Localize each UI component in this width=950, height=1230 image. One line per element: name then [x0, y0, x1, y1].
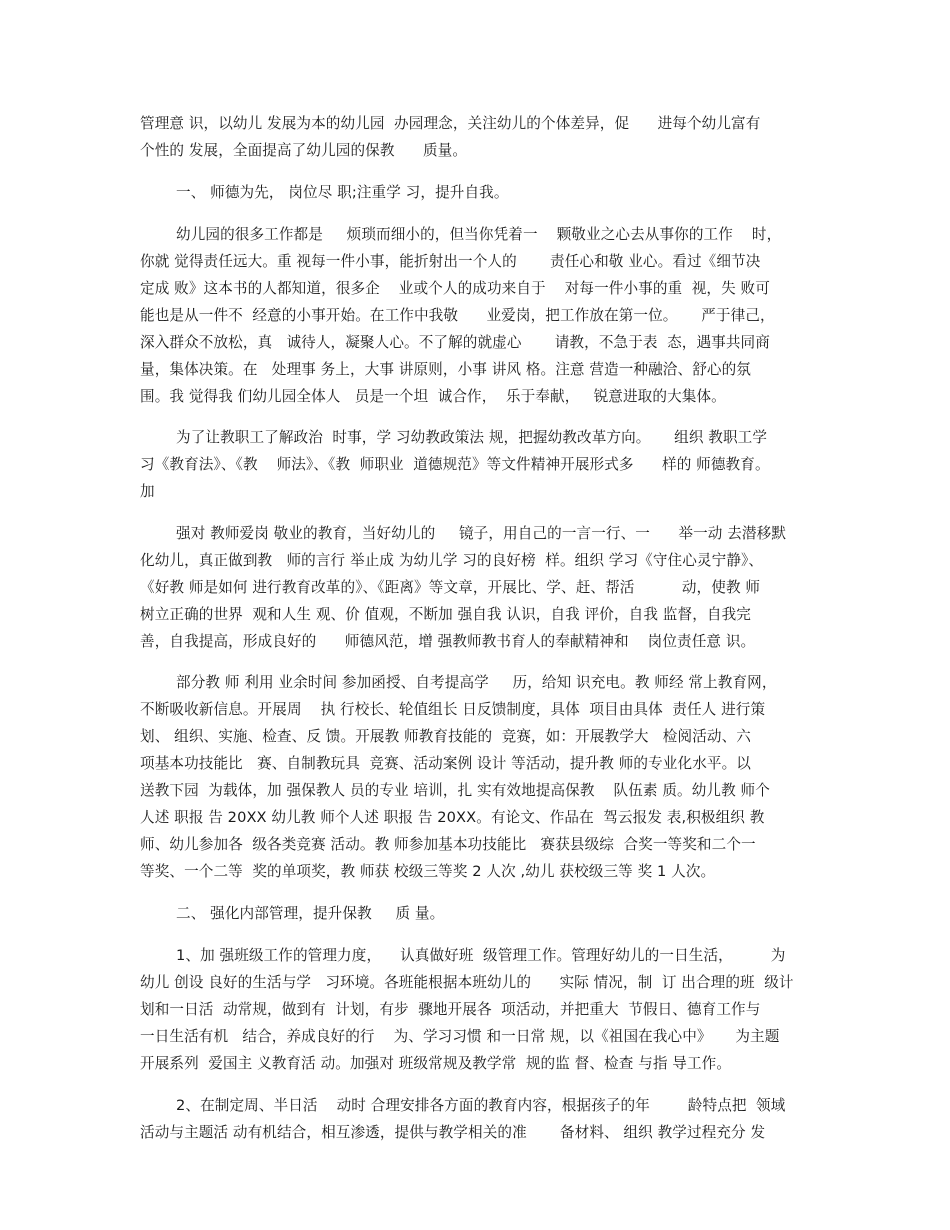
paragraph-line: 项基本功技能比 赛、自制教玩具 竞赛、活动案例 设计 等活动，提升教 师的专业化水平。以	[140, 755, 751, 772]
paragraph-line: 划、 组织、实施、检查、反 馈。开展教 师教育技能的 竞赛，如：开展教学大 检阅活动、六	[140, 728, 751, 745]
paragraph-line: 一日生活有机 结合，养成良好的行 为、学习习惯 和一日常 规，以《祖国在我心中》 为主题	[140, 1028, 780, 1045]
paragraph-line: 部分教 师 利用 业余时间 参加函授、自考提高学 历，给知 识充电。教 师经 常上教育网，	[176, 674, 777, 691]
paragraph-line: 深入群众不放松，真 诚待人，凝聚人心。不了解的就虚心 请教，不急于表 态，遇事共同商	[140, 334, 770, 351]
paragraph-line: 为了让教职工了解政治 时事，学 习幼教政策法 规，把握幼教改革方向。 组织 教职工学	[176, 429, 768, 446]
paragraph-line: 量，集体决策。在 处理事 务上，大事 讲原则，小事 讲风 格。注意 营造一种融洽、舒心的氛	[140, 361, 751, 378]
paragraph-line: 幼儿园的很多工作都是 烦琐而细小的，但当你凭着一 颗敬业之心去从事你的工作 时，	[176, 226, 782, 243]
paragraph-line: 送教下园 为载体，加 强保教人 员的专业 培训，扎 实有效地提高保教 队伍素 质。幼儿教 师个	[140, 782, 770, 799]
paragraph-line: 能也是从一件不 经意的小事开始。在工作中我敬 业爱岗，把工作放在第一位。 严于律己，	[140, 307, 775, 324]
paragraph-line: 活动与主题活 动有机结合，相互渗透，提供与教学相关的准 备材料、 组织 教学过程充分 发	[140, 1124, 766, 1141]
paragraph-line: 围。我 觉得我 们幼儿园全体人 员是一个坦 诚合作， 乐于奉献， 锐意进取的大集体。	[140, 388, 726, 405]
paragraph-line: 2、在制定周、半日活 动时 合理安排各方面的教育内容，根据孩子的年 龄特点把 领域	[176, 1097, 786, 1114]
paragraph-line: 《好教 师是如何 进行教育改革的》、《距离》等文章，开展比、学、赶、帮活 动，使教 师	[140, 579, 761, 596]
paragraph-line: 人述 职报 告 20XX 幼儿教 师个人述 职报 告 20XX。有论文、作品在 驾云报发 表,积极组织 教	[140, 809, 765, 826]
paragraph-line: 个性的 发展，全面提高了幼儿园的保教 质量。	[140, 142, 468, 159]
section-heading: 一、 师德为先， 岗位尽 职;注重学 习，提升自我。	[176, 184, 509, 201]
paragraph-line: 不断吸收新信息。开展周 执 行校长、轮值组长 日反馈制度，具体 项目由具体 责任人 进行策	[140, 701, 766, 718]
paragraph-line: 加	[140, 483, 155, 500]
paragraph-line: 树立正确的世界 观和人生 观、价 值观，不断加 强自我 认识，自我 评价，自我 监督，自我完	[140, 606, 751, 623]
paragraph-line: 划和一日活 动常规，做到有 计划，有步 骤地开展各 项活动，并把重大 节假日、德育工作与	[140, 1001, 761, 1018]
paragraph-line: 习《教育法》、《教 师法》、《教 师职业 道德规范》等文件精神开展形式多 样的 师德教育。	[140, 456, 770, 473]
paragraph-line: 定成 败》这本书的人都知道，很多企 业或个人的成功来自于 对每一件小事的重 视，失 败可	[140, 280, 770, 297]
paragraph-line: 1、加 强班级工作的管理力度， 认真做好班 级管理工作。管理好幼儿的一日生活， 为	[176, 947, 786, 964]
paragraph-line: 开展系列 爱国主 义教育活 动。加强对 班级常规及教学常 规的监 督、检查 与指 导工作。	[140, 1055, 732, 1072]
paragraph-line: 等奖、一个二等 奖的单项奖，教 师获 校级三等奖 2 人次 ,幼儿 获校级三等 奖 1 人次。	[140, 863, 716, 880]
paragraph-line: 师、幼儿参加各 级各类竞赛 活动。教 师参加基本功技能比 赛获县级综 合奖一等奖和二个一	[140, 836, 756, 853]
paragraph-line: 强对 教师爱岗 敬业的教育，当好幼儿的 镜子，用自己的一言一行、一 举一动 去潜移默	[176, 525, 787, 542]
paragraph-line: 你就 觉得责任远大。重 视每一件小事，能折射出一个人的 责任心和敬 业心。看过《细节决	[140, 253, 761, 270]
paragraph-line: 善，自我提高，形成良好的 师德风范，增 强教师教书育人的奉献精神和 岗位责任意 识。	[140, 633, 756, 650]
paragraph-line: 幼儿 创设 良好的生活与学 习环境。各班能根据本班幼儿的 实际 情况，制 订 出合理的班 级计	[140, 974, 794, 991]
paragraph-line: 管理意 识，以幼儿 发展为本的幼儿园 办园理念，关注幼儿的个体差异，促 进每个幼儿富有	[140, 115, 761, 132]
paragraph-line: 化幼儿，真正做到教 师的言行 举止成 为幼儿学 习的良好榜 样。组织 学习《守住心灵宁静》、	[140, 552, 764, 569]
section-heading: 二、 强化内部管理，提升保教 质 量。	[176, 905, 445, 922]
